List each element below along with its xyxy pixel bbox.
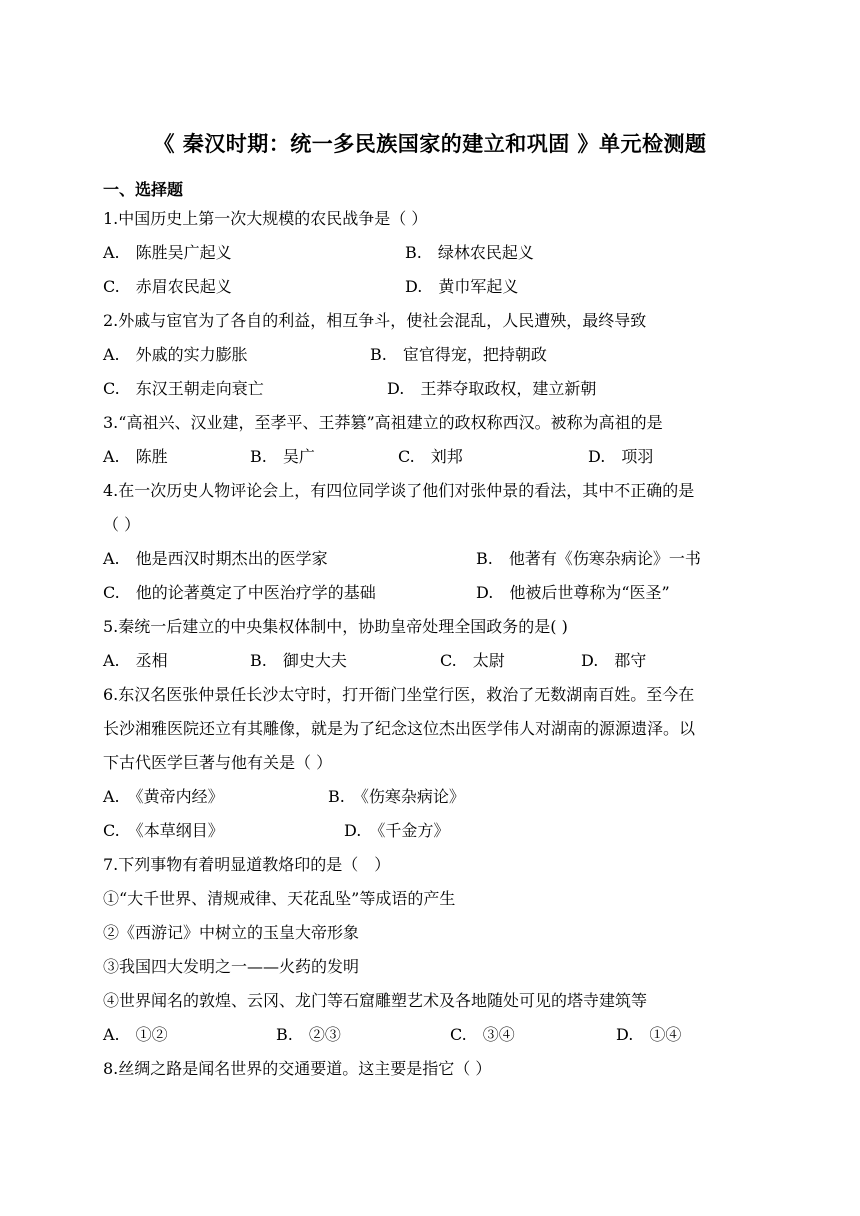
- option-d: D. ①④: [616, 1025, 682, 1044]
- option-a: A. 他是西汉时期杰出的医学家: [103, 549, 328, 568]
- option-a: A. 《黄帝内经》: [103, 787, 224, 806]
- question-list: [103, 202, 763, 1086]
- question-3-stem: 3.“高祖兴、汉业建，至孝平、王莽篡”高祖建立的政权称西汉。被称为高祖的是: [103, 413, 663, 432]
- option-c: C. 太尉: [440, 651, 505, 670]
- question-2-stem: 2.外戚与宦官为了各自的利益，相互争斗，使社会混乱，人民遭殃，最终导致: [103, 311, 647, 330]
- question-2-options-row1: [103, 338, 763, 372]
- question-1-options-row2: [103, 270, 763, 304]
- option-b: B. 他著有《伤寒杂病论》一书: [476, 549, 701, 568]
- option-a: A. 陈胜: [103, 447, 168, 466]
- option-d: D. 郡守: [581, 651, 647, 670]
- option-c: C. 他的论著奠定了中医治疗学的基础: [103, 583, 376, 602]
- question-1-options-row1: [103, 236, 763, 270]
- question-7-item-3: ③我国四大发明之一——火药的发明: [103, 957, 360, 976]
- option-a: A. ①②: [103, 1025, 168, 1044]
- question-5-stem: 5.秦统一后建立的中央集权体制中，协助皇帝处理全国政务的是( ): [103, 617, 568, 636]
- option-b: B. 《伤寒杂病论》: [328, 787, 465, 806]
- question-7-options: [103, 1018, 763, 1052]
- question-7-item-4: ④世界闻名的敦煌、云冈、龙门等石窟雕塑艺术及各地随处可见的塔寺建筑等: [103, 991, 648, 1010]
- option-a: A. 陈胜吴广起义: [103, 243, 232, 262]
- question-2-options-row2: [103, 372, 763, 406]
- option-b: B. 宦官得宠，把持朝政: [370, 345, 547, 364]
- question-6-options-row1: [103, 780, 763, 814]
- question-4-options-row1: [103, 542, 763, 576]
- option-d: D. 王莽夺取政权，建立新朝: [387, 379, 597, 398]
- question-8-stem: 8.丝绸之路是闻名世界的交通要道。这主要是指它（ ）: [103, 1059, 492, 1078]
- option-d: D. 项羽: [588, 447, 654, 466]
- question-3-options: [103, 440, 763, 474]
- section-heading: 一、选择题: [103, 180, 184, 199]
- option-a: A. 外戚的实力膨胀: [103, 345, 248, 364]
- option-a: A. 丞相: [103, 651, 168, 670]
- option-c: C. 东汉王朝走向衰亡: [103, 379, 264, 398]
- question-4-stem: 4.在一次历史人物评论会上，有四位同学谈了他们对张仲景的看法，其中不正确的是: [103, 481, 695, 500]
- option-b: B. 吴广: [250, 447, 315, 466]
- question-7-stem: 7.下列事物有着明显道教烙印的是（ ）: [103, 855, 391, 874]
- question-7-item-2: ②《西游记》中树立的玉皇大帝形象: [103, 923, 360, 942]
- option-b: B. ②③: [276, 1025, 341, 1044]
- question-7-item-1: ①“大千世界、清规戒律、天花乱坠”等成语的产生: [103, 889, 456, 908]
- option-c: C. 刘邦: [398, 447, 463, 466]
- question-6-options-row2: [103, 814, 763, 848]
- question-6-stem-cont: 下古代医学巨著与他有关是（ ）: [103, 753, 333, 772]
- question-4-options-row2: [103, 576, 763, 610]
- option-c: C. ③④: [450, 1025, 515, 1044]
- option-c: C. 《本草纲目》: [103, 821, 224, 840]
- option-d: D. 他被后世尊称为“医圣”: [476, 583, 670, 602]
- option-b: B. 绿林农民起义: [405, 243, 534, 262]
- question-1-stem: 1.中国历史上第一次大规模的农民战争是（ ）: [103, 209, 428, 228]
- option-d: D. 黄巾军起义: [405, 277, 519, 296]
- option-b: B. 御史大夫: [250, 651, 347, 670]
- question-4-stem-cont: （ ）: [103, 515, 141, 534]
- question-6-stem-cont: 长沙湘雅医院还立有其雕像，就是为了纪念这位杰出医学伟人对湖南的源源遗泽。以: [103, 719, 696, 738]
- option-c: C. 赤眉农民起义: [103, 277, 232, 296]
- page-title: 《 秦汉时期：统一多民族国家的建立和巩固 》单元检测题: [153, 132, 707, 156]
- question-6-stem: 6.东汉名医张仲景任长沙太守时，打开衙门坐堂行医，救治了无数湖南百姓。至今在: [103, 685, 695, 704]
- option-d: D. 《千金方》: [344, 821, 450, 840]
- question-5-options: [103, 644, 763, 678]
